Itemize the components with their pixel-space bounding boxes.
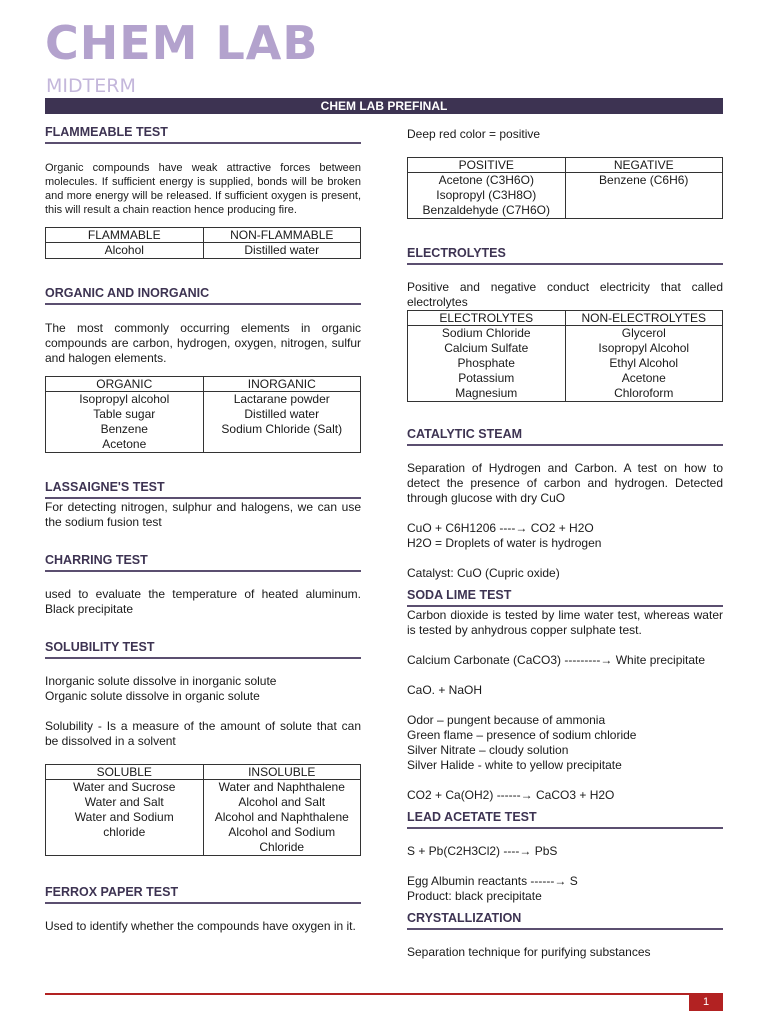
flammable-table	[45, 227, 361, 259]
soda-line-2: CaO. + NaOH	[407, 683, 483, 697]
soda-line-3: Odor – pungent because of ammonia	[407, 713, 606, 727]
soda-line-1: Calcium Carbonate (CaCO3) ---------→ White precipitate	[407, 653, 706, 667]
table-cell: Alcohol and Naphthalene	[214, 810, 349, 824]
table-cell: Lactarane powder	[233, 392, 330, 406]
soda-line-6: Silver Halide - white to yellow precipitate	[407, 758, 622, 772]
table-cell: Magnesium	[455, 386, 518, 400]
table-cell: Alcohol	[104, 243, 144, 257]
heading-flammable: FLAMMEABLE TEST	[45, 124, 361, 144]
table-cell: Isopropyl (C3H8O)	[436, 188, 537, 202]
table-cell: Chloride	[259, 840, 305, 854]
doc-subtitle: MIDTERM	[46, 75, 136, 97]
table-cell: Isopropyl Alcohol	[598, 341, 690, 355]
table-cell: Chloroform	[614, 386, 674, 400]
heading-lassaigne: LASSAIGNE'S TEST	[45, 479, 361, 499]
heading-organic: ORGANIC AND INORGANIC	[45, 285, 361, 305]
catalytic-text: Separation of Hydrogen and Carbon. A test on how to detect the presence of carbon and hydrogen. Detected through glucose with dry CuO	[407, 461, 723, 505]
footer-rule	[45, 993, 723, 995]
page-number: 1	[689, 994, 723, 1011]
table-cell: Alcohol and Sodium	[228, 825, 336, 839]
table-cell: Table sugar	[93, 407, 156, 421]
lead-line-3: Product: black precipitate	[407, 889, 542, 903]
table-cell: Benzene	[100, 422, 148, 436]
table-header: NEGATIVE	[565, 158, 723, 173]
heading-charring: CHARRING TEST	[45, 552, 361, 572]
left-column	[45, 124, 361, 934]
table-header: INSOLUBLE	[203, 765, 361, 780]
intro-text: Deep red color = positive	[407, 127, 541, 141]
heading-lead-acetate: LEAD ACETATE TEST	[407, 809, 723, 829]
ferrox-text: Used to identify whether the compounds have oxygen in it.	[45, 919, 356, 933]
solubility-table	[45, 764, 361, 856]
catalytic-line-1: CuO + C6H1206 ----→ CO2 + H2O	[407, 521, 594, 535]
heading-catalytic: CATALYTIC STEAM	[407, 426, 723, 446]
right-column	[407, 124, 723, 960]
table-cell: Water and Sucrose	[73, 780, 176, 794]
heading-soda-lime: SODA LIME TEST	[407, 587, 723, 607]
table-cell: Glycerol	[621, 326, 666, 340]
soda-text: Carbon dioxide is tested by lime water test, whereas water is tested by anhydrous copper sulphate test.	[407, 608, 723, 637]
table-header: FLAMMABLE	[46, 228, 204, 243]
catalytic-line-2: H2O = Droplets of water is hydrogen	[407, 536, 602, 550]
flammable-text: Organic compounds have weak attractive forces between molecules. If sufficient energy is supplied, bonds will be broken and more energy will be released. If sufficient oxygen is present, this will result a chain reaction hence producing fire.	[45, 162, 361, 216]
table-header: NON-FLAMMABLE	[203, 228, 361, 243]
table-cell: Benzene (C6H6)	[599, 173, 689, 187]
table-header: INORGANIC	[203, 377, 361, 392]
table-cell: Water and Sodium	[74, 810, 174, 824]
electrolytes-text: Positive and negative conduct electricity that called electrolytes	[407, 280, 723, 309]
table-cell: Ethyl Alcohol	[609, 356, 679, 370]
table-cell: Alcohol and Salt	[238, 795, 326, 809]
heading-electrolytes: ELECTROLYTES	[407, 245, 723, 265]
table-cell: Potassium	[458, 371, 515, 385]
positive-negative-table	[407, 157, 723, 219]
heading-solubility: SOLUBILITY TEST	[45, 639, 361, 659]
charring-text: used to evaluate the temperature of heated aluminum. Black precipitate	[45, 587, 361, 616]
lassaigne-text: For detecting nitrogen, sulphur and halogens, we can use the sodium fusion test	[45, 500, 361, 529]
table-cell: Benzaldehyde (C7H6O)	[422, 203, 550, 217]
section-banner: CHEM LAB PREFINAL	[45, 98, 723, 114]
table-cell: Acetone (C3H6O)	[438, 173, 534, 187]
lead-line-1: S + Pb(C2H3Cl2) ----→ PbS	[407, 844, 558, 858]
soda-line-4: Green flame – presence of sodium chloride	[407, 728, 637, 742]
electrolytes-table	[407, 310, 723, 402]
heading-crystallization: CRYSTALLIZATION	[407, 910, 723, 930]
table-header: SOLUBLE	[46, 765, 204, 780]
table-cell: Isopropyl alcohol	[79, 392, 170, 406]
table-cell: Water and Naphthalene	[218, 780, 345, 794]
solubility-line-2: Organic solute dissolve in organic solute	[45, 689, 260, 703]
solubility-text: Solubility - Is a measure of the amount of solute that can be dissolved in a solvent	[45, 719, 361, 748]
organic-table	[45, 376, 361, 453]
table-header: ORGANIC	[46, 377, 204, 392]
table-cell: chloride	[103, 825, 146, 839]
table-cell: Phosphate	[457, 356, 515, 370]
table-cell: Distilled water	[244, 243, 320, 257]
table-cell: Water and Salt	[84, 795, 164, 809]
lead-line-2: Egg Albumin reactants ------→ S	[407, 874, 578, 888]
table-header: POSITIVE	[408, 158, 566, 173]
doc-title: CHEM LAB	[45, 16, 319, 70]
table-cell: Sodium Chloride	[441, 326, 531, 340]
catalytic-line-3: Catalyst: CuO (Cupric oxide)	[407, 566, 560, 580]
table-cell: Distilled water	[244, 407, 320, 421]
table-cell: Calcium Sulfate	[444, 341, 529, 355]
soda-line-7: CO2 + Ca(OH2) ------→ CaCO3 + H2O	[407, 788, 615, 802]
table-cell: Acetone	[621, 371, 666, 385]
solubility-line-1: Inorganic solute dissolve in inorganic solute	[45, 674, 277, 688]
heading-ferrox: FERROX PAPER TEST	[45, 884, 361, 904]
table-header: NON-ELECTROLYTES	[565, 311, 723, 326]
crystallization-text: Separation technique for purifying substances	[407, 945, 651, 959]
soda-line-5: Silver Nitrate – cloudy solution	[407, 743, 569, 757]
table-cell: Acetone	[102, 437, 147, 451]
organic-text: The most commonly occurring elements in organic compounds are carbon, hydrogen, oxygen, nitrogen, sulfur and halogen elements.	[45, 321, 361, 365]
table-header: ELECTROLYTES	[408, 311, 566, 326]
table-cell: Sodium Chloride (Salt)	[221, 422, 343, 436]
